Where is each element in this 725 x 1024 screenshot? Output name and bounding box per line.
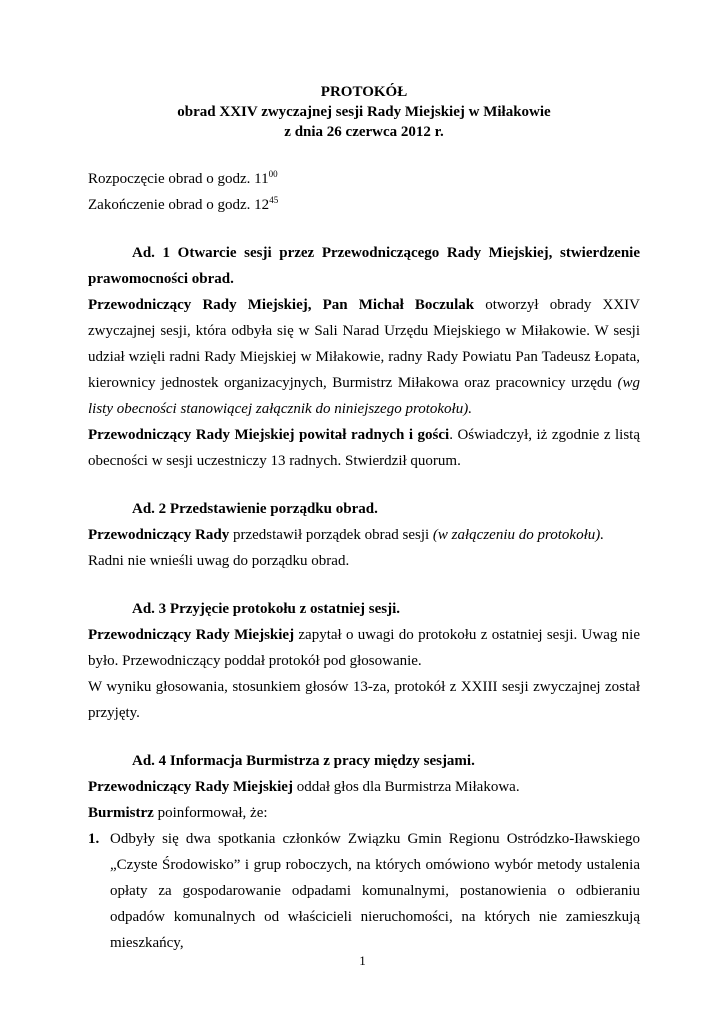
list-item [88, 826, 640, 956]
paragraph [88, 622, 640, 674]
paragraph [88, 800, 640, 826]
end-time-label: Zakończenie obrad o godz. 12 [88, 197, 270, 213]
section-heading: Ad. 4 Informacja Burmistrza z pracy między sesjami. [132, 753, 475, 769]
session-times [88, 166, 640, 218]
italic-text: (w załączeniu do protokołu). [432, 527, 604, 543]
document-title [88, 82, 640, 142]
body-text: zapytał o uwagi do protokołu z ostatniej sesji. Uwag nie było. Przewodniczący poddał protokół pod głosowanie. [88, 627, 641, 669]
section-heading: Ad. 2 Przedstawienie porządku obrad. [132, 501, 378, 517]
bold-text: Przewodniczący Rady Miejskiej powitał radnych i gości [88, 427, 450, 443]
document-page [88, 82, 640, 956]
start-time-label: Rozpoczęcie obrad o godz. 11 [88, 171, 269, 187]
paragraph [88, 422, 640, 474]
start-time [88, 166, 640, 192]
italic-text: (wg listy obecności stanowiącej załącznik do niniejszego protokołu). [88, 375, 640, 417]
bold-text: Burmistrz [88, 805, 154, 821]
title-line-2: obrad XXIV zwyczajnej sesji Rady Miejskiej w Miłakowie [177, 104, 551, 120]
list-number: 1. [88, 831, 100, 847]
title-line-1: PROTOKÓŁ [320, 84, 408, 100]
section-heading: Ad. 1 Otwarcie sesji przez Przewodniczącego Rady Miejskiej, stwierdzenie prawomocności obrad. [88, 245, 640, 287]
end-time [88, 192, 640, 218]
section-ad-4 [88, 748, 640, 956]
end-time-minutes: 45 [269, 195, 279, 205]
body-text: oddał głos dla Burmistrza Miłakowa. [292, 779, 520, 795]
paragraph: Radni nie wnieśli uwag do porządku obrad. [88, 553, 350, 569]
bold-text: Przewodniczący Rady [88, 527, 230, 543]
paragraph: W wyniku głosowania, stosunkiem głosów 13-za, protokół z XXIII sesji zwyczajnej został przyjęty. [88, 679, 640, 721]
bold-text: Przewodniczący Rady Miejskiej [88, 627, 295, 643]
section-ad-3 [88, 596, 640, 726]
section-ad-2 [88, 496, 640, 574]
bold-text: Przewodniczący Rady Miejskiej [88, 779, 293, 795]
start-time-minutes: 00 [268, 169, 278, 179]
body-text: przedstawił porządek obrad sesji [229, 527, 433, 543]
paragraph [88, 522, 640, 548]
title-line-3: z dnia 26 czerwca 2012 r. [284, 124, 444, 140]
body-text: . Oświadczył, iż zgodnie z listą obecności w sesji uczestniczy 13 radnych. Stwierdził quorum. [88, 427, 641, 469]
paragraph [88, 292, 640, 422]
paragraph [88, 774, 640, 800]
page-number: 1 [359, 953, 366, 968]
list-text: Odbyły się dwa spotkania członków Związku Gmin Regionu Ostródzko-Iławskiego „Czyste Środowisko” i grup roboczych, na których omówiono wybór metody ustalenia opłaty za gospodarowanie odpadami komunalnymi, postanowienia o odbieraniu odpadów komunalnych od właścicieli nieruchomości, na których nie zamieszkują mieszkańcy, [110, 831, 640, 951]
bold-text: Przewodniczący Rady Miejskiej, Pan Michał Boczulak [88, 297, 475, 313]
section-ad-1 [88, 240, 640, 474]
body-text: poinformował, że: [153, 805, 268, 821]
section-heading: Ad. 3 Przyjęcie protokołu z ostatniej sesji. [132, 601, 401, 617]
body-text: otworzył obrady XXIV zwyczajnej sesji, która odbyła się w Sali Narad Urzędu Miejskiego w Miłakowie. W sesji udział wzięli radni Rady Miejskiej w Miłakowie, radny Rady Powiatu Pan Tadeusz Łopata, kierownicy jednostek organizacyjnych, Burmistrz Miłakowa oraz pracownicy urzędu [88, 297, 640, 391]
